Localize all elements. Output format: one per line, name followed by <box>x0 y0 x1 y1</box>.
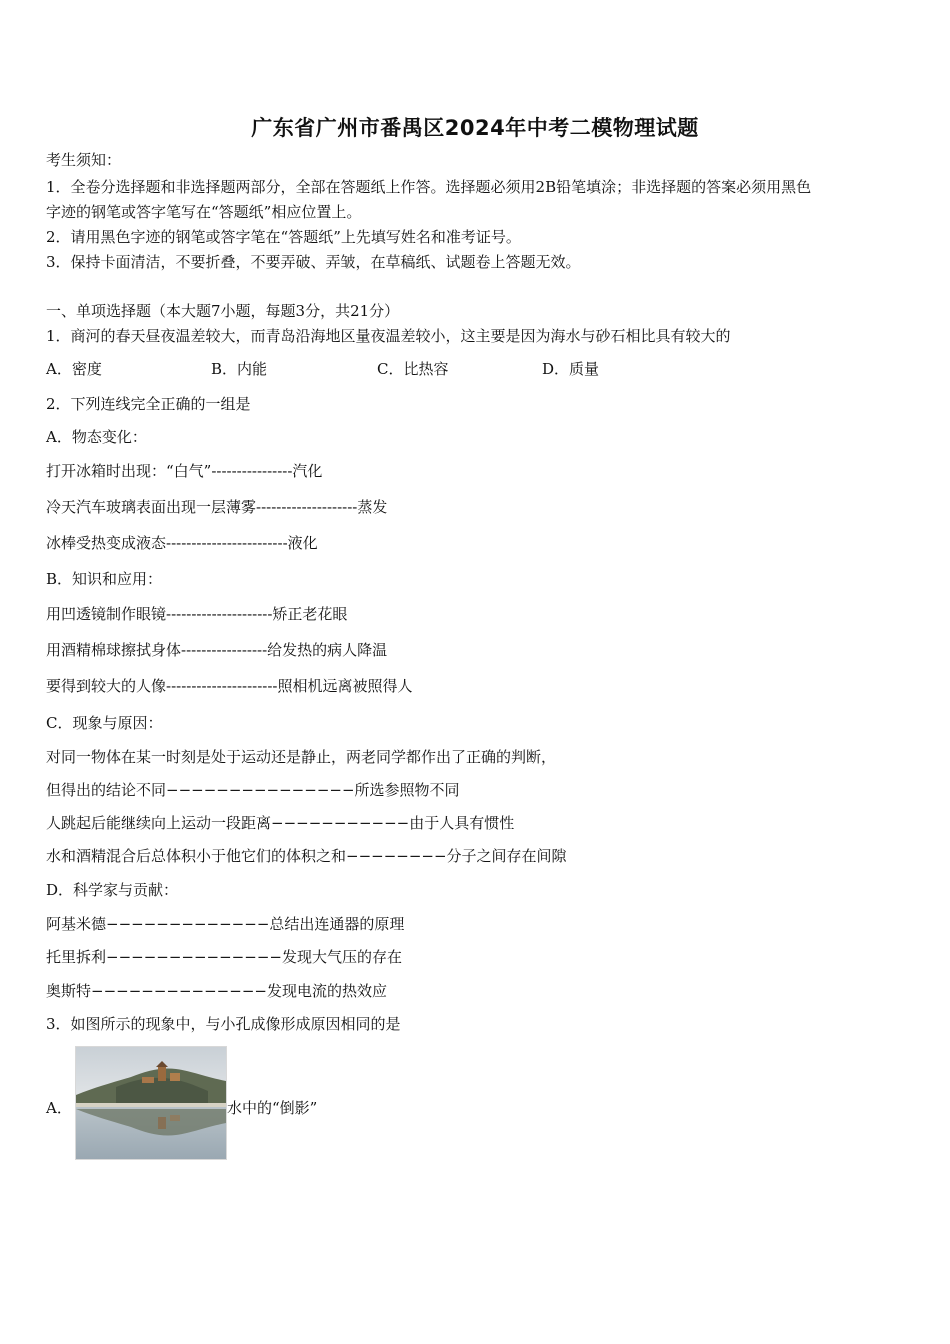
question-1-option-c: C．比热容 <box>377 360 449 378</box>
question-2-group-a-label: A．物态变化： <box>46 428 147 446</box>
question-2-group-d-line: 阿基米德−−−−−−−−−−−−−总结出连通器的原理 <box>46 915 405 933</box>
question-2-group-c-line: 对同一物体在某一时刻是处于运动还是静止，两老同学都作出了正确的判断， <box>46 748 557 766</box>
question-2-group-c-line: 人跳起后能继续向上运动一段距离−−−−−−−−−−−由于人具有惯性 <box>46 814 515 832</box>
notice-item-3: 3．保持卡面清洁，不要折叠，不要弄破、弄皱，在草稿纸、试题卷上答题无效。 <box>46 253 581 271</box>
question-1-option-d: D．质量 <box>542 360 600 378</box>
question-1-option-a: A．密度 <box>46 360 102 378</box>
question-1-stem: 1．商河的春天昼夜温差较大，而青岛沿海地区量夜温差较小，这主要是因为海水与砂石相比具有较大的 <box>46 327 731 345</box>
question-3-option-a-label: A． <box>46 1099 72 1117</box>
question-3-option-a-text: 水中的“倒影” <box>227 1099 318 1117</box>
question-2-group-c-label: C．现象与原因： <box>46 714 163 732</box>
question-2-group-c-line: 但得出的结论不同−−−−−−−−−−−−−−−所选参照物不同 <box>46 781 460 799</box>
page-title: 广东省广州市番禺区2024年中考二模物理试题 <box>251 116 699 140</box>
question-1-option-b: B．内能 <box>211 360 268 378</box>
question-2-group-a-line: 冷天汽车玻璃表面出现一层薄雾--------------------蒸发 <box>46 498 388 516</box>
question-2-stem: 2．下列连线完全正确的一组是 <box>46 395 251 413</box>
question-2-group-a-line: 打开冰箱时出现：“白气”----------------汽化 <box>46 462 323 480</box>
question-3-stem: 3．如图所示的现象中，与小孔成像形成原因相同的是 <box>46 1015 401 1033</box>
notice-item-2: 2．请用黑色字迹的钢笔或答字笔在“答题纸”上先填写姓名和准考证号。 <box>46 228 521 246</box>
notice-item-1-line-1: 1．全卷分选择题和非选择题两部分，全部在答题纸上作答。选择题必须用2B铅笔填涂；非选择题的答案必须用黑色 <box>46 178 812 196</box>
question-2-group-b-label: B．知识和应用： <box>46 570 163 588</box>
notice-heading: 考生须知： <box>46 151 122 169</box>
question-2-group-b-line: 用酒精棉球擦拭身体-----------------给发热的病人降温 <box>46 641 388 659</box>
section-heading: 一、单项选择题（本大题7小题，每题3分，共21分） <box>46 302 400 320</box>
question-2-group-d-line: 奥斯特−−−−−−−−−−−−−−发现电流的热效应 <box>46 982 387 1000</box>
question-2-group-b-line: 要得到较大的人像----------------------照相机远离被照得人 <box>46 677 413 695</box>
question-2-group-c-line: 水和酒精混合后总体积小于他它们的体积之和−−−−−−−−分子之间存在间隙 <box>46 847 567 865</box>
question-2-group-a-line: 冰棒受热变成液态------------------------液化 <box>46 534 318 552</box>
question-2-group-b-line: 用凹透镜制作眼镜---------------------矫正老花眼 <box>46 605 348 623</box>
lake-reflection-photo <box>75 1046 227 1160</box>
notice-item-1-line-2: 字迹的钢笔或答字笔写在“答题纸”相应位置上。 <box>46 203 362 221</box>
question-2-group-d-label: D．科学家与贡献： <box>46 881 179 899</box>
question-2-group-d-line: 托里拆利−−−−−−−−−−−−−−发现大气压的存在 <box>46 948 402 966</box>
